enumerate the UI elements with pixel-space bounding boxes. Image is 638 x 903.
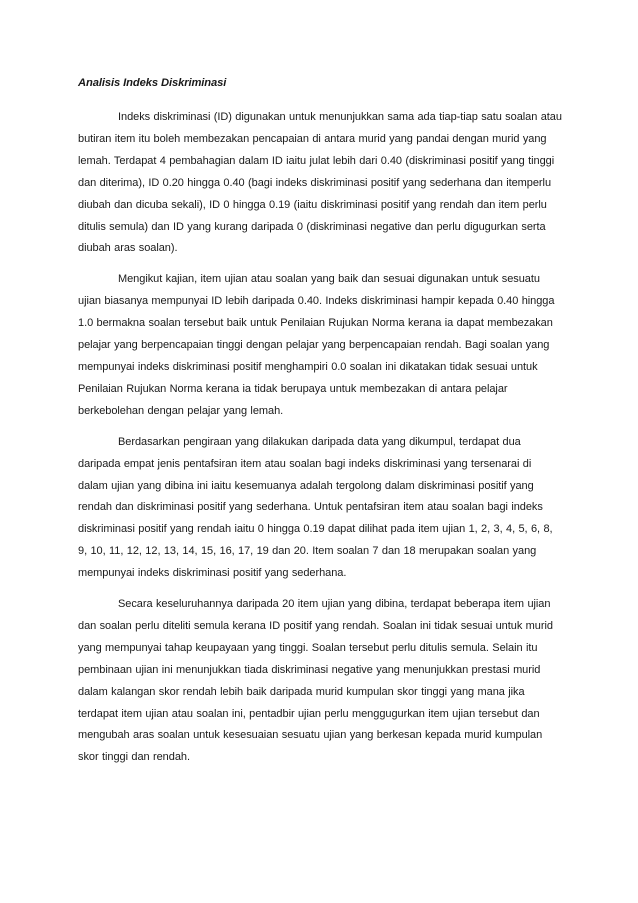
section-heading: Analisis Indeks Diskriminasi <box>78 77 227 89</box>
paragraph-4: Secara keseluruhannya daripada 20 item ujian yang dibina, terdapat beberapa item ujian dan soalan perlu diteliti semula kerana ID positif yang rendah. Soalan ini tidak sesuai untuk murid yang mempunyai tahap keupayaan yang tinggi. Soalan tersebut perlu ditulis semula. Selain itu pembinaan ujian ini menunjukkan tiada diskriminasi negative yang menunjukkan prestasi murid dalam kalangan skor rendah lebih baik daripada murid kumpulan skor tinggi yang mana jika terdapat item ujian atau soalan ini, pentadbir ujian perlu menggugurkan item ujian tersebut dan mengubah aras soalan untuk kesesuaian sesuatu ujian yang berkesan kepada murid kumpulan skor tinggi dan rendah. <box>78 598 553 764</box>
document-body <box>78 107 564 778</box>
paragraph-1: Indeks diskriminasi (ID) digunakan untuk menunjukkan sama ada tiap-tiap satu soalan atau butiran item itu boleh membezakan pencapaian di antara murid yang pandai dengan murid yang lemah. Terdapat 4 pembahagian dalam ID iaitu julat lebih dari 0.40 (diskriminasi positif yang tinggi dan diterima), ID 0.20 hingga 0.40 (bagi indeks diskriminasi positif yang sederhana dan itemperlu diubah dan dicuba sekali), ID 0 hingga 0.19 (iaitu diskriminasi positif yang rendah dan item perlu ditulis semula) dan ID yang kurang daripada 0 (diskriminasi negative dan perlu digugurkan serta diubah aras soalan). <box>78 111 562 255</box>
paragraph-2: Mengikut kajian, item ujian atau soalan yang baik dan sesuai digunakan untuk sesuatu ujian biasanya mempunyai ID lebih daripada 0.40. Indeks diskriminasi hampir kepada 0.40 hingga 1.0 bermakna soalan tersebut baik untuk Penilaian Rujukan Norma kerana ia dapat membezakan pelajar yang berpencapaian tinggi dengan pelajar yang berpencapaian rendah. Bagi soalan yang mempunyai indeks diskriminasi positif menghampiri 0.0 soalan ini dikatakan tidak sesuai untuk Penilaian Rujukan Norma kerana ia tidak berupaya untuk membezakan di antara pelajar berkebolehan dengan pelajar yang lemah. <box>78 273 555 417</box>
paragraph-3: Berdasarkan pengiraan yang dilakukan daripada data yang dikumpul, terdapat dua daripada empat jenis pentafsiran item atau soalan bagi indeks diskriminasi yang tersenarai di dalam ujian yang dibina ini iaitu kesemuanya adalah tergolong dalam diskriminasi positif yang rendah dan diskriminasi positif yang sederhana. Untuk pentafsiran item atau soalan bagi indeks diskriminasi positif yang rendah iaitu 0 hingga 0.19 dapat dilihat pada item ujian 1, 2, 3, 4, 5, 6, 8, 9, 10, 11, 12, 12, 13, 14, 15, 16, 17, 19 dan 20. Item soalan 7 dan 18 merupakan soalan yang mempunyai indeks diskriminasi positif yang sederhana. <box>78 435 553 580</box>
